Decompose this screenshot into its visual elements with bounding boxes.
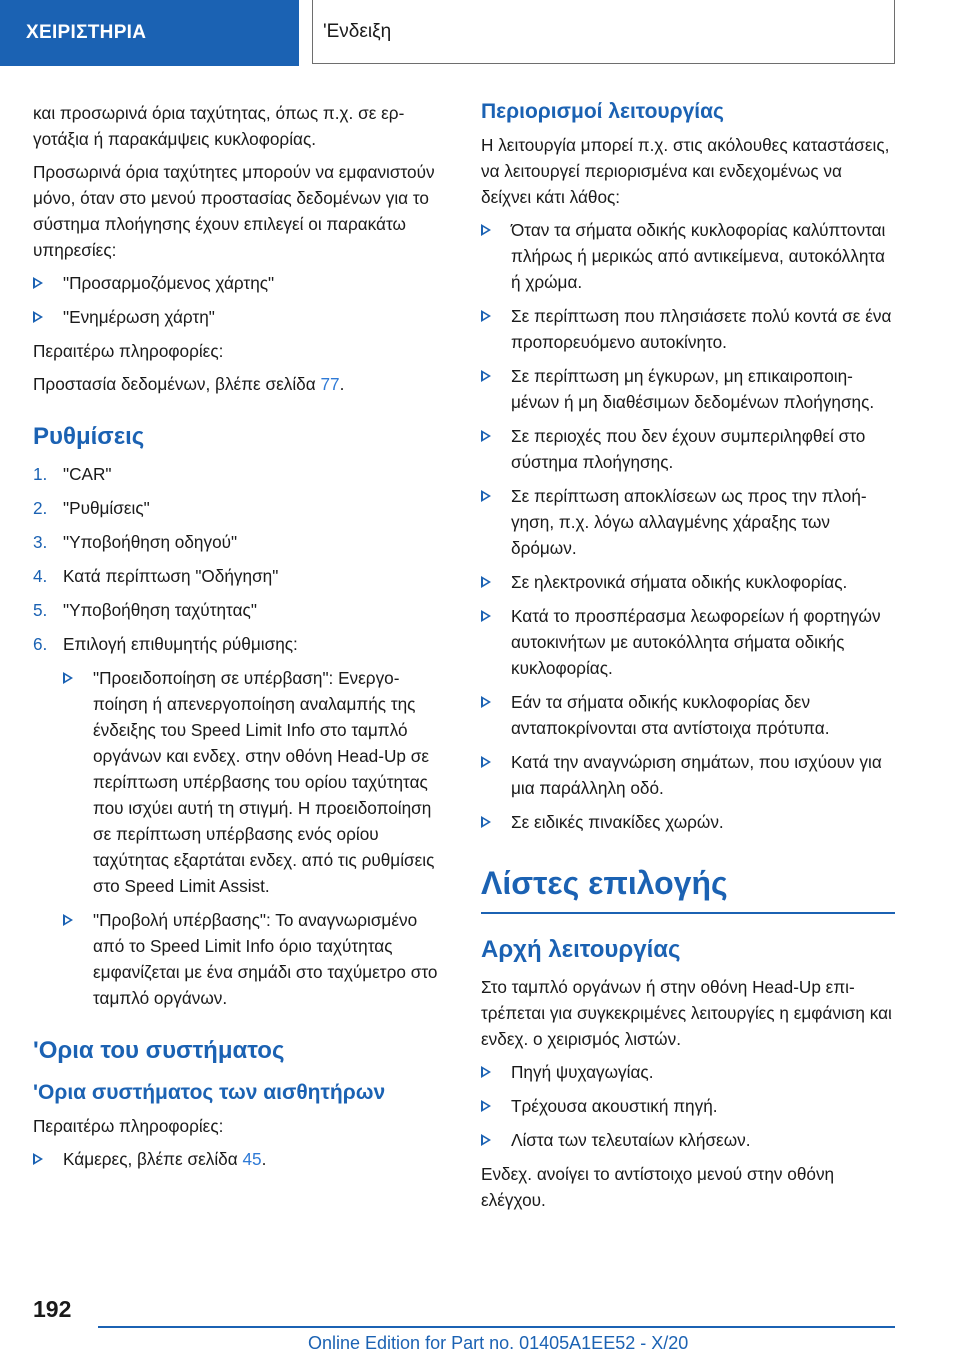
triangle-bullet-icon [481, 490, 491, 502]
intro-paragraph: και προσωρινά όρια ταχύτητας, όπως π.χ. σε εργοτάξια ή παρακάμψεις κυκλοφορίας. [33, 103, 405, 149]
list-item: Κάμερες, βλέπε σελίδα 45. [33, 1146, 448, 1172]
list-item: Σε περίπτωση αποκλίσεων ως προς την πλοήγηση, π.χ. λόγω αλλαγμένης χάραξης των δρόμων. [481, 483, 895, 561]
triangle-bullet-icon [481, 430, 491, 442]
lists-list [481, 1059, 895, 1153]
sensor-limits-heading: 'Ορια συστήματος των αισθητήρων [33, 1081, 386, 1104]
step-item: 4. Κατά περίπτωση "Οδήγηση" [33, 563, 448, 589]
list-item: Πηγή ψυχαγωγίας. [481, 1059, 895, 1085]
list-item: Κατά την αναγνώριση σημάτων, που ισχύουν για μια παράλληλη οδό. [481, 749, 895, 801]
triangle-bullet-icon [481, 756, 491, 768]
triangle-bullet-icon [481, 370, 491, 382]
footer-divider [98, 1326, 895, 1328]
list-item: "Ενημέρωση χάρτη" [33, 304, 448, 330]
settings-steps [33, 461, 448, 1011]
restrictions-heading: Περιορισμοί λειτουργίας [481, 100, 724, 123]
chapter-tab [312, 0, 895, 64]
list-item: Σε ηλεκτρονικά σήματα οδικής κυκλοφορίας. [481, 569, 895, 595]
right-column [481, 100, 895, 1220]
list-item: Λίστα των τελευταίων κλήσεων. [481, 1127, 895, 1153]
list-item: Σε περιοχές που δεν έχουν συμπεριληφθεί στο σύστημα πλοήγησης. [481, 423, 895, 475]
triangle-bullet-icon [481, 224, 491, 236]
section-title: ΧΕΙΡΙΣΤΗΡΙΑ [26, 22, 147, 43]
triangle-bullet-icon [481, 696, 491, 708]
more-info-label: Περαιτέρω πληροφορίες: [33, 1116, 224, 1136]
services-intro-paragraph: Προσωρινά όρια ταχύτητες μπορούν να εμφανιστούν μόνο, όταν στο μενού προστασίας δεδομένων για το σύστημα πλοήγησης έχουν επιλεγεί οι παρακάτω υπηρεσίες: [33, 162, 435, 260]
principle-paragraph: Στο ταμπλό οργάνων ή στην οθόνη Head-Up επιτρέπεται για συγκεκριμένες λειτουργίες η εμφάνιση και ενδεχ. ο χειρισμός λιστών. [481, 977, 892, 1049]
step-item: 2. "Ρυθμίσεις" [33, 495, 448, 521]
triangle-bullet-icon [33, 1153, 43, 1165]
step-number: 6. [33, 634, 48, 654]
principle-heading: Αρχή λειτουργίας [481, 936, 681, 963]
triangle-bullet-icon [481, 1066, 491, 1078]
step-number: 1. [33, 464, 48, 484]
triangle-bullet-icon [63, 914, 73, 926]
more-info-label: Περαιτέρω πληροφορίες: [33, 341, 224, 361]
chapter-title: 'Ενδειξη [323, 20, 392, 42]
page-link[interactable]: 77 [320, 374, 340, 394]
section-tab [0, 0, 299, 66]
step-item: 5. "Υποβοήθηση ταχύτητας" [33, 597, 448, 623]
settings-heading: Ρυθμίσεις [33, 423, 145, 450]
left-column [33, 100, 448, 1180]
list-item: "Προειδοποίηση σε υπέρβαση": Ενεργοποίηση ή απενεργοποίηση αναλαμπής της ένδειξης του Speed Limit Info στο ταμπλό οργάνων και ενδεχ. στην οθόνη Head-Up σε περίπτωση υπέρβασης του ορίου ταχύτητας που ισχύει αυτή τη στιγμή. Η προειδοποίηση σε περίπτωση υπέρβασης ενός ορίου ταχύτητας εξαρτάται ενδεχ. από τις ρυθμίσεις στο Speed Limit Assist. [63, 665, 448, 899]
triangle-bullet-icon [481, 816, 491, 828]
step-number: 4. [33, 566, 48, 586]
triangle-bullet-icon [481, 310, 491, 322]
list-item: "Προβολή υπέρβασης": Το αναγνωρισμένο από το Speed Limit Info όριο ταχύτητας εμφανίζεται με ένα σημάδι στο ταχύμετρο στο ταμπλό οργάνων. [63, 907, 448, 1011]
restrictions-list [481, 217, 895, 835]
triangle-bullet-icon [481, 610, 491, 622]
step-item: 3. "Υποβοήθηση οδηγού" [33, 529, 448, 555]
step-item: 1. "CAR" [33, 461, 448, 487]
list-item: Σε περίπτωση που πλησιάσετε πολύ κοντά σε ένα προπορευόμενο αυτοκίνητο. [481, 303, 895, 355]
page-link[interactable]: 45 [242, 1149, 262, 1169]
step-number: 2. [33, 498, 48, 518]
list-item: Κατά το προσπέρασμα λεωφορείων ή φορτηγών αυτοκινήτων με αυτοκόλλητα σήματα οδικής κυκλοφορίας. [481, 603, 895, 681]
selection-lists-heading: Λίστες επιλογής [481, 865, 895, 914]
list-item: "Προσαρμοζόμενος χάρτης" [33, 270, 448, 296]
page-number: 192 [33, 1296, 72, 1322]
triangle-bullet-icon [481, 1134, 491, 1146]
outro-paragraph: Ενδεχ. ανοίγει το αντίστοιχο μενού στην οθόνη ελέγχου. [481, 1164, 835, 1210]
triangle-bullet-icon [33, 311, 43, 323]
list-item: Τρέχουσα ακουστική πηγή. [481, 1093, 895, 1119]
edition-note: Online Edition for Part no. 01405A1EE52 - X/20 [308, 1333, 689, 1353]
restrictions-intro: Η λειτουργία μπορεί π.χ. στις ακόλουθες καταστάσεις, να λειτουργεί περιορισμένα και ενδεχομένως να δείχνει κάτι λάθος: [481, 135, 890, 207]
setting-options-list [63, 665, 448, 1011]
triangle-bullet-icon [63, 672, 73, 684]
list-item: Σε περίπτωση μη έγκυρων, μη επικαιροποιημένων ή μη διαθέσιμων δεδομένων πλοήγησης. [481, 363, 895, 415]
step-item: 6. Επιλογή επιθυμητής ρύθμισης: "Προειδοποίηση σε υπέρβαση": Ενεργοποίηση ή απενεργοποίηση αναλαμπής της ένδειξης του Speed Limit Info στο ταμπλό οργάνων και ενδεχ. στην οθόνη Head-Up σε περίπτωση υπέρβασης του ορίου ταχύτητας που ισχύει αυτή τη στιγμή. Η προειδοποίηση σε περίπτωση υπέρβασης ενός ορίου ταχύτητας εξαρτάται ενδεχ. από τις ρυθμίσεις στο Speed Limit Assist. "Προβολή υπέρβασης": Το αναγνωρισμένο από το Speed Limit Info όριο ταχύτητας εμφανίζεται με ένα σημάδι στο ταχύμετρο στο ταμπλό οργάνων. [33, 631, 448, 1011]
step-number: 5. [33, 600, 48, 620]
step-number: 3. [33, 532, 48, 552]
privacy-reference: Προστασία δεδομένων, βλέπε σελίδα 77. [33, 374, 345, 394]
list-item: Σε ειδικές πινακίδες χωρών. [481, 809, 895, 835]
system-limits-heading: 'Ορια του συστήματος [33, 1037, 285, 1064]
list-item: Εάν τα σήματα οδικής κυκλοφορίας δεν ανταποκρίνονται στα αντίστοιχα πρότυπα. [481, 689, 895, 741]
triangle-bullet-icon [481, 1100, 491, 1112]
camera-reference-list [33, 1146, 448, 1172]
list-item: Όταν τα σήματα οδικής κυκλοφορίας καλύπτονται πλήρως ή μερικώς από αντικείμενα, αυτοκόλλητα ή χρώμα. [481, 217, 895, 295]
triangle-bullet-icon [481, 576, 491, 588]
triangle-bullet-icon [33, 277, 43, 289]
services-list [33, 270, 448, 330]
